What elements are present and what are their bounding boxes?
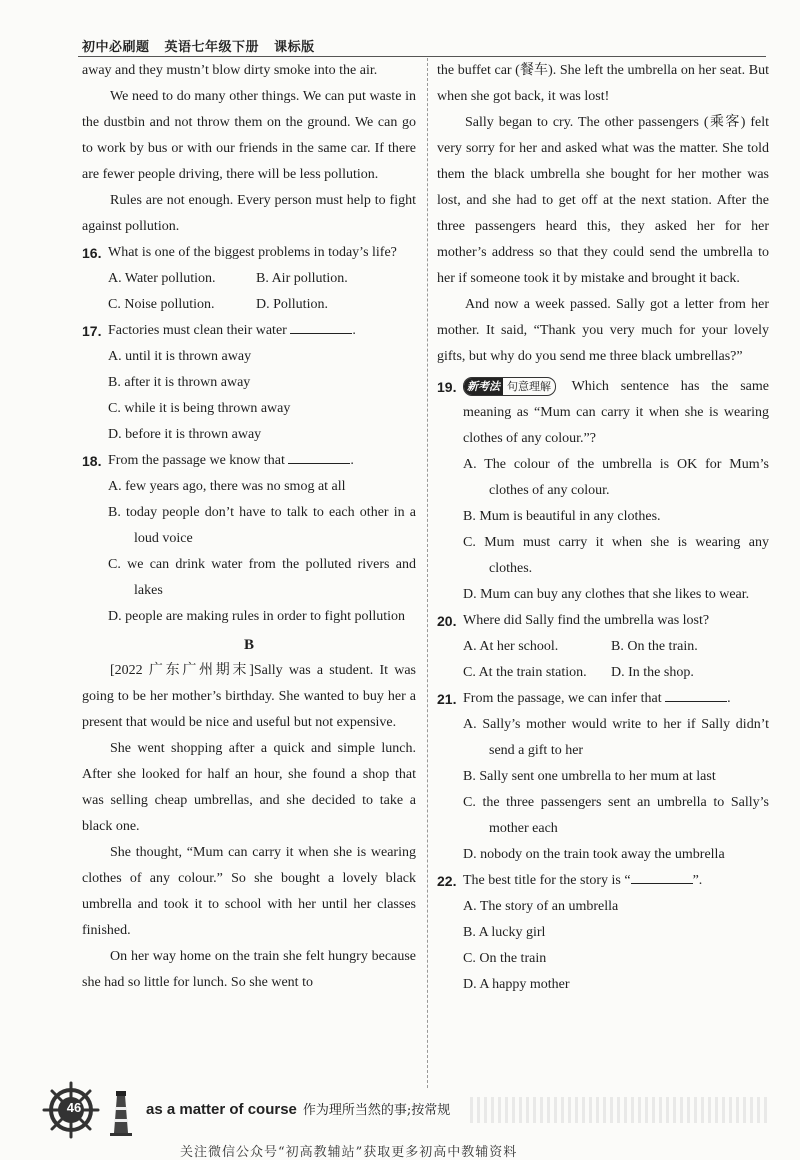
source-tag: [2022 广东广州期末] [110,663,254,678]
option-a[interactable]: A. Water pollution. [108,271,216,286]
option-c[interactable]: C. we can drink water from the polluted rivers and lakes [108,557,416,598]
decorative-hatch [470,1097,770,1123]
question-stem: Where did Sally find the umbrella was lost? [463,613,710,628]
option-c[interactable]: C. On the train [463,951,547,966]
option-a[interactable]: A. until it is thrown away [108,349,252,364]
answer-blank[interactable] [631,869,693,884]
passage-paragraph: She thought, “Mum can carry it when she is wearing clothes of any colour.” So she bought a lovely black umbrella and took it to school with her until her classes finished. [82,845,416,938]
option-d[interactable]: D. A happy mother [463,977,570,992]
question-number: 22. [437,873,457,889]
options-row [437,634,769,660]
option-a[interactable]: A. few years ago, there was no smog at all [108,479,346,494]
question-17 [82,318,416,344]
question-18 [82,448,416,474]
option-d[interactable]: D. before it is thrown away [108,427,262,442]
question-number: 17. [82,323,102,339]
column-divider [427,58,428,1088]
passage-paragraph: She went shopping after a quick and simple lunch. After she looked for half an hour, she found a shop that was selling cheap umbrellas, and she decided to take a black one. [82,741,416,834]
answer-blank[interactable] [288,449,350,464]
passage-paragraph: We need to do many other things. We can put waste in the dustbin and not throw them on the ground. We can go to work by bus or with our friends in the same car. If there are fewer people driving, there will be less pollution. [82,89,416,182]
new-method-label: 新考法 [464,377,503,396]
skill-label: 句意理解 [507,379,551,393]
book-name: 初中必刷题 [82,40,150,55]
running-header [82,36,325,55]
passage-paragraph: And now a week passed. Sally got a letter from her mother. It said, “Thank you very much for your lovely gifts, but why do you send me three black umbrellas?” [437,297,769,364]
right-column [437,58,769,998]
question-16 [82,240,416,266]
page-footer [30,1075,790,1160]
option-d[interactable]: D. Pollution. [256,297,328,312]
page-number: 46 [66,1100,82,1115]
option-a[interactable]: A. At her school. [463,639,559,654]
option-c[interactable]: C. while it is being thrown away [108,401,291,416]
question-number: 16. [82,245,102,261]
option-b[interactable]: B. A lucky girl [463,925,546,940]
question-stem: The best title for the story is “ [463,873,631,888]
left-column [82,58,416,996]
question-19 [437,374,769,452]
question-21 [437,686,769,712]
passage-paragraph: Rules are not enough. Every person must help to fight against pollution. [82,193,416,234]
question-number: 18. [82,453,102,469]
option-a[interactable]: A. The story of an umbrella [463,899,619,914]
option-b[interactable]: B. after it is thrown away [108,375,251,390]
stem-end: . [352,323,356,338]
question-stem: From the passage, we can infer that [463,691,662,706]
option-a[interactable]: A. The colour of the umbrella is OK for Mum’s clothes of any colour. [463,457,769,498]
option-b[interactable]: B. On the train. [611,639,698,654]
passage-paragraph: the buffet car (餐车). She left the umbrella on her seat. But when she got back, it was lost! [437,63,769,104]
option-b[interactable]: B. Mum is beautiful in any clothes. [463,509,661,524]
lighthouse-icon [108,1089,134,1137]
question-number: 19. [437,379,457,395]
option-b[interactable]: B. today people don’t have to talk to each other in a loud voice [108,505,416,546]
options-row [82,266,416,292]
header-rule [78,56,766,57]
passage-paragraph: away and they mustn’t blow dirty smoke into the air. [82,63,378,78]
phrase-cn: 作为理所当然的事;按常规 [302,1103,451,1118]
question-stem: Factories must clean their water [108,323,287,338]
passage-paragraph: On her way home on the train she felt hungry because she had so little for lunch. So she went to [82,949,416,990]
stem-end: ”. [692,873,703,888]
option-a[interactable]: A. Sally’s mother would write to her if Sally didn’t send a gift to her [463,717,769,758]
stem-end: . [727,691,731,706]
answer-blank[interactable] [290,319,352,334]
option-b[interactable]: B. Air pollution. [256,271,348,286]
option-c[interactable]: C. the three passengers sent an umbrella to Sally’s mother each [463,795,769,836]
question-stem: From the passage we know that [108,453,285,468]
question-number: 21. [437,691,457,707]
option-d[interactable]: D. In the shop. [611,665,694,680]
option-d[interactable]: D. nobody on the train took away the umbrella [463,847,725,862]
stem-end: . [350,453,354,468]
option-d[interactable]: D. people are making rules in order to fight pollution [108,609,406,624]
question-number: 20. [437,613,457,629]
option-c[interactable]: C. At the train station. [463,665,587,680]
question-22 [437,868,769,894]
options-row [82,292,416,318]
question-type-tag [463,377,556,396]
edition: 课标版 [274,40,315,55]
options-row [437,660,769,686]
passage-paragraph [82,658,416,736]
question-stem: Which sentence has the same meaning as “Mum can carry it when she is wearing clothes of any colour.”? [463,379,769,446]
subject: 英语七年级下册 [164,40,260,55]
option-c[interactable]: C. Mum must carry it when she is wearing any clothes. [463,535,769,576]
section-title: B [243,637,254,653]
watermark-note: 关注微信公众号“初高教辅站”获取更多初高中教辅资料 [180,1145,518,1160]
option-d[interactable]: D. Mum can buy any clothes that she likes to wear. [463,587,750,602]
option-b[interactable]: B. Sally sent one umbrella to her mum at last [463,769,716,784]
answer-blank[interactable] [665,687,727,702]
phrase-en: as a matter of course [146,1101,297,1118]
option-c[interactable]: C. Noise pollution. [108,297,215,312]
paragraph-text: Sally was a student. It was going to be her mother’s birthday. She wanted to buy her a present that would be nice and useful but not expensive. [82,663,417,730]
phrase-of-the-page [146,1099,450,1118]
passage-paragraph: Sally began to cry. The other passengers (乘客) felt very sorry for her and asked what was the matter. She told them the black umbrella she bought for her mother was lost, and she had to get off at the next station. After the three passengers heard this, they asked her for her mother’s address so that they could send the umbrella to her if someone took it by mistake and brought it back. [437,115,769,286]
question-20 [437,608,769,634]
question-stem: What is one of the biggest problems in today’s life? [108,245,397,260]
